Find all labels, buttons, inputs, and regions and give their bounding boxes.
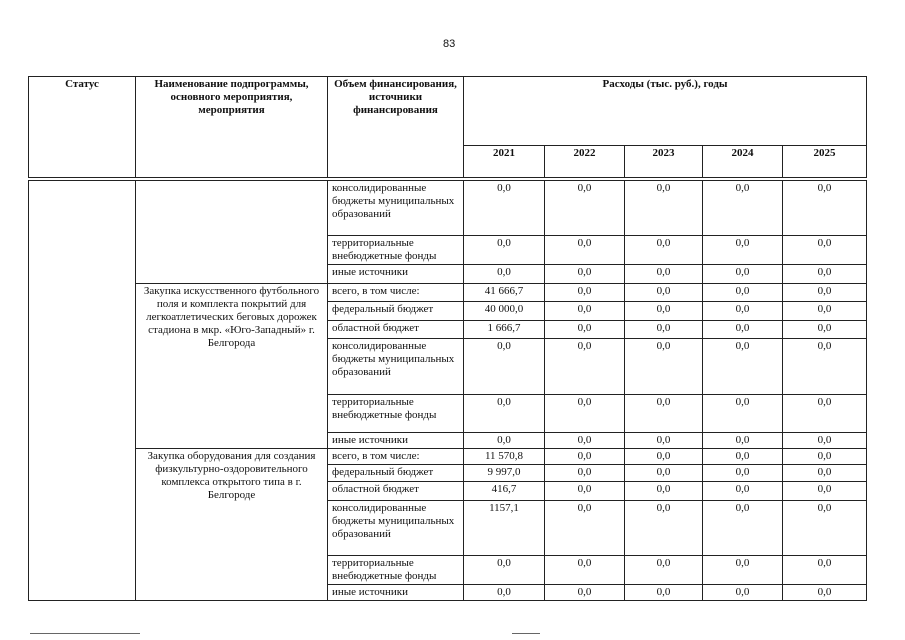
funding-source: территориальные внебюджетные фонды [328,236,464,265]
amount-cell: 0,0 [545,181,625,236]
amount-cell: 0,0 [464,556,545,585]
amount-cell: 0,0 [625,501,703,556]
amount-cell: 0,0 [783,433,867,449]
header-year: 2022 [545,146,625,178]
amount-cell: 0,0 [545,395,625,433]
funding-source: иные источники [328,433,464,449]
funding-source: всего, в том числе: [328,449,464,465]
amount-cell: 0,0 [545,236,625,265]
header-volume: Объем финансирования, источники финансирования [328,77,464,178]
funding-source: всего, в том числе: [328,284,464,302]
amount-cell: 0,0 [703,449,783,465]
amount-cell: 416,7 [464,482,545,501]
amount-cell: 0,0 [464,433,545,449]
header-status: Статус [29,77,136,178]
amount-cell: 1157,1 [464,501,545,556]
amount-cell: 0,0 [703,585,783,601]
amount-cell: 0,0 [625,395,703,433]
amount-cell: 0,0 [783,265,867,284]
amount-cell: 0,0 [625,585,703,601]
header-year: 2024 [703,146,783,178]
funding-source: федеральный бюджет [328,302,464,321]
amount-cell: 0,0 [703,482,783,501]
amount-cell: 0,0 [703,284,783,302]
funding-source: областной бюджет [328,321,464,339]
amount-cell: 0,0 [703,339,783,395]
activity-name [136,181,328,284]
funding-source: иные источники [328,585,464,601]
amount-cell: 0,0 [625,181,703,236]
amount-cell: 0,0 [625,236,703,265]
header-year: 2023 [625,146,703,178]
amount-cell: 0,0 [783,465,867,482]
amount-cell: 0,0 [625,556,703,585]
header-name: Наименование подпрограммы, основного мероприятия, мероприятия [136,77,328,178]
amount-cell: 40 000,0 [464,302,545,321]
amount-cell: 0,0 [703,302,783,321]
amount-cell: 0,0 [464,339,545,395]
table-row [29,284,867,302]
amount-cell: 0,0 [464,585,545,601]
amount-cell: 0,0 [703,181,783,236]
amount-cell: 11 570,8 [464,449,545,465]
amount-cell: 0,0 [625,321,703,339]
amount-cell: 0,0 [783,556,867,585]
amount-cell: 0,0 [703,433,783,449]
funding-source: федеральный бюджет [328,465,464,482]
amount-cell: 0,0 [545,585,625,601]
amount-cell: 0,0 [545,501,625,556]
amount-cell: 0,0 [783,449,867,465]
amount-cell: 0,0 [545,482,625,501]
amount-cell: 0,0 [464,181,545,236]
amount-cell: 0,0 [545,284,625,302]
funding-source: иные источники [328,265,464,284]
amount-cell: 0,0 [545,465,625,482]
amount-cell: 0,0 [625,449,703,465]
financing-table [28,76,867,601]
amount-cell: 0,0 [545,449,625,465]
header-year: 2021 [464,146,545,178]
table-row [29,449,867,465]
amount-cell: 0,0 [545,321,625,339]
funding-source: областной бюджет [328,482,464,501]
amount-cell: 0,0 [703,265,783,284]
amount-cell: 0,0 [703,556,783,585]
amount-cell: 0,0 [703,501,783,556]
funding-source: консолидированные бюджеты муниципальных образований [328,339,464,395]
amount-cell: 0,0 [783,321,867,339]
amount-cell: 0,0 [703,321,783,339]
amount-cell: 0,0 [783,585,867,601]
header-year: 2025 [783,146,867,178]
amount-cell: 0,0 [783,284,867,302]
amount-cell: 0,0 [625,302,703,321]
funding-source: территориальные внебюджетные фонды [328,395,464,433]
amount-cell: 0,0 [783,482,867,501]
funding-source: консолидированные бюджеты муниципальных образований [328,501,464,556]
table-body [29,181,867,601]
header-expenses: Расходы (тыс. руб.), годы [464,77,867,146]
amount-cell: 1 666,7 [464,321,545,339]
amount-cell: 0,0 [783,181,867,236]
amount-cell: 0,0 [625,265,703,284]
amount-cell: 0,0 [545,265,625,284]
activity-name: Закупка искусственного футбольного поля и комплекта покрытий для легкоатлетических беговых дорожек стадиона в мкр. «Юго-Западный» г. Белгорода [136,284,328,449]
amount-cell: 0,0 [625,482,703,501]
amount-cell: 0,0 [625,284,703,302]
amount-cell: 0,0 [545,556,625,585]
activity-name: Закупка оборудования для создания физкультурно-оздоровительного комплекса открытого типа в г. Белгороде [136,449,328,601]
scan-artifact-line [30,633,140,634]
amount-cell: 0,0 [783,302,867,321]
amount-cell: 0,0 [703,395,783,433]
funding-source: консолидированные бюджеты муниципальных образований [328,181,464,236]
amount-cell: 41 666,7 [464,284,545,302]
amount-cell: 0,0 [625,339,703,395]
amount-cell: 0,0 [703,465,783,482]
amount-cell: 0,0 [783,339,867,395]
amount-cell: 0,0 [783,236,867,265]
amount-cell: 9 997,0 [464,465,545,482]
page-number: 83 [443,38,456,50]
amount-cell: 0,0 [464,395,545,433]
amount-cell: 0,0 [625,433,703,449]
amount-cell: 0,0 [545,339,625,395]
amount-cell: 0,0 [783,501,867,556]
amount-cell: 0,0 [545,433,625,449]
status-cell [29,181,136,601]
amount-cell: 0,0 [703,236,783,265]
amount-cell: 0,0 [783,395,867,433]
funding-source: территориальные внебюджетные фонды [328,556,464,585]
amount-cell: 0,0 [464,265,545,284]
table-row [29,181,867,236]
amount-cell: 0,0 [545,302,625,321]
scan-artifact-line [512,633,540,634]
amount-cell: 0,0 [464,236,545,265]
amount-cell: 0,0 [625,465,703,482]
